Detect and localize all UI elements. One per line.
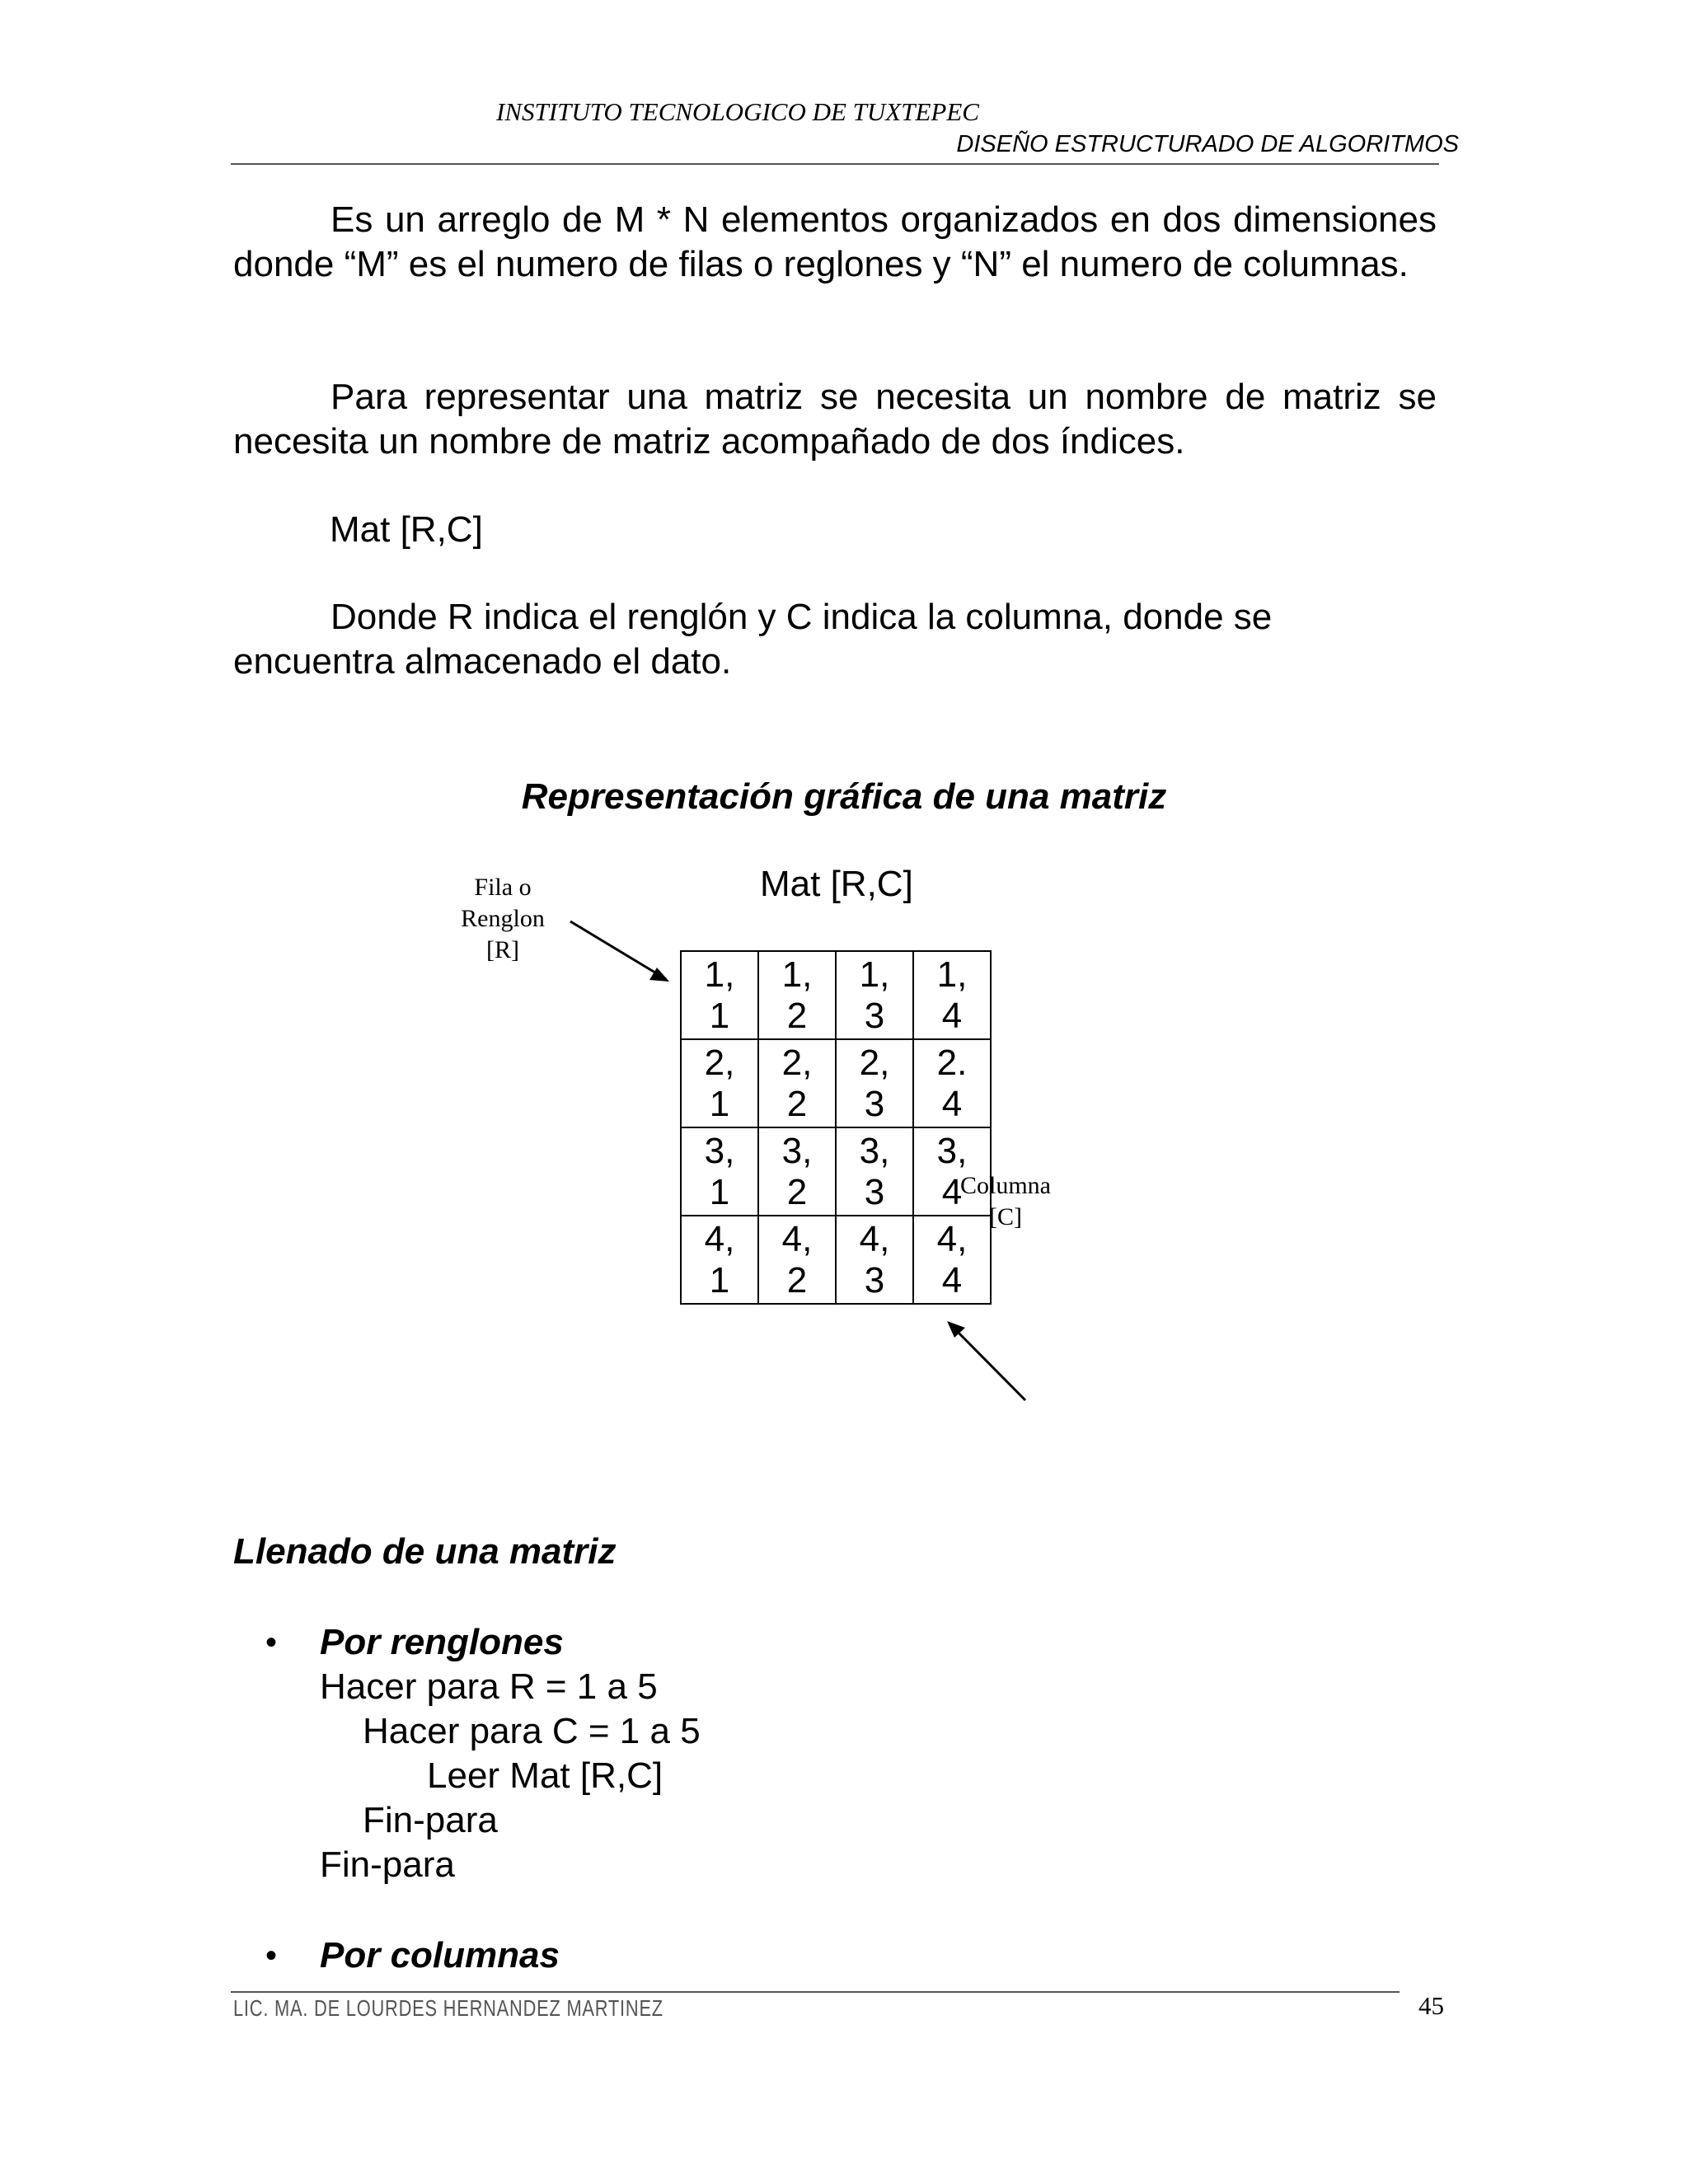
matrix-cell (913, 1039, 991, 1127)
matrix-cell (681, 1039, 758, 1127)
matrix-cell (913, 951, 991, 1039)
header-course: DISEÑO ESTRUCTURADO DE ALGORITMOS (956, 131, 1459, 157)
paragraph-representation: Para representar una matriz se necesita un nombre de matriz se necesita un nombre de matriz acompañado de dos índices. (233, 377, 1437, 462)
bullet-columns: • (265, 1938, 278, 1974)
section-title: Llenado de una matriz (233, 1531, 617, 1572)
cell-col-index: 4 (941, 995, 963, 1036)
matrix-row (681, 951, 991, 1039)
cell-row-index: 4, (704, 1218, 735, 1259)
paragraph-definition: Es un arreglo de M * N elementos organizados en dos dimensiones donde “M” es el numero de filas o reglones y “N” el numero de columnas. (233, 199, 1437, 284)
matrix-cell (836, 1127, 913, 1216)
cell-col-index: 1 (709, 995, 730, 1036)
cell-row-index: 4, (781, 1218, 813, 1259)
figure-title-text: Representación gráfica de una matriz (521, 776, 1167, 817)
cell-row-index: 4, (859, 1218, 890, 1259)
by-columns-label: Por columnas (320, 1935, 560, 1975)
cell-col-index: 4 (941, 1083, 963, 1124)
cell-row-index: 4, (936, 1218, 968, 1259)
cell-col-index: 1 (709, 1171, 730, 1212)
cell-col-index: 3 (864, 1171, 885, 1212)
header-institution: INSTITUTO TECNOLOGICO DE TUXTEPEC (496, 97, 979, 126)
cell-row-index: 3, (859, 1130, 890, 1171)
matrix-cell (758, 951, 836, 1039)
code-line-outer-loop: Hacer para R = 1 a 5 (320, 1666, 658, 1707)
column-annotation: Columna [C] (960, 1172, 1051, 1230)
cell-row-index: 1, (859, 954, 890, 995)
column-arrow-head (947, 1321, 965, 1338)
code-line-inner-loop: Hacer para C = 1 a 5 (363, 1711, 701, 1751)
matrix-row (681, 1216, 991, 1304)
cell-row-index: 1, (781, 954, 813, 995)
matrix-notation: Mat [R,C] (330, 509, 483, 550)
footer-author: LIC. MA. DE LOURDES HERNANDEZ MARTINEZ (233, 1995, 663, 2021)
cell-col-index: 3 (864, 1259, 885, 1301)
cell-col-index: 1 (709, 1259, 730, 1301)
matrix-cell (836, 1039, 913, 1127)
code-line-outer-end: Fin-para (320, 1844, 455, 1885)
matrix-row (681, 1127, 991, 1216)
cell-row-index: 2, (704, 1042, 735, 1083)
cell-col-index: 4 (941, 1259, 963, 1301)
matrix-cell (681, 1216, 758, 1304)
matrix-cell (836, 1216, 913, 1304)
cell-row-index: 1, (704, 954, 735, 995)
page-number: 45 (1418, 1991, 1444, 2020)
cell-row-index: 2, (859, 1042, 890, 1083)
matrix-row (681, 1039, 991, 1127)
matrix-label: Mat [R,C] (760, 864, 913, 904)
cell-row-index: 3, (704, 1130, 735, 1171)
cell-col-index: 1 (709, 1083, 730, 1124)
code-line-read: Leer Mat [R,C] (427, 1755, 663, 1796)
code-line-inner-end: Fin-para (363, 1800, 498, 1840)
cell-row-index: 3, (781, 1130, 813, 1171)
cell-col-index: 2 (786, 1259, 808, 1301)
cell-row-index: 2, (781, 1042, 813, 1083)
bullet-rows: • (265, 1624, 278, 1661)
cell-col-index: 3 (864, 995, 885, 1036)
cell-row-index: 1, (936, 954, 968, 995)
matrix-cell (758, 1039, 836, 1127)
paragraph-index-meaning: Donde R indica el renglón y C indica la columna, donde se encuentra almacenado el dato. (233, 597, 1273, 682)
cell-row-index: 2. (936, 1042, 968, 1083)
cell-col-index: 3 (864, 1083, 885, 1124)
matrix-grid (680, 950, 992, 1305)
cell-col-index: 2 (786, 1083, 808, 1124)
matrix-cell (681, 951, 758, 1039)
footer-divider (231, 1991, 1400, 1993)
column-arrow (951, 1325, 1025, 1400)
cell-col-index: 2 (786, 1171, 808, 1212)
row-arrow-head (649, 968, 669, 982)
cell-col-index: 2 (786, 995, 808, 1036)
matrix-cell (758, 1216, 836, 1304)
by-rows-label: Por renglones (320, 1622, 564, 1662)
matrix-cell (758, 1127, 836, 1216)
header-divider (231, 163, 1439, 165)
row-annotation: Fila o Renglon [R] (461, 874, 545, 963)
figure-title (0, 775, 1688, 819)
cell-row-index: 3, (936, 1130, 968, 1171)
matrix-cell (681, 1127, 758, 1216)
row-arrow (570, 921, 666, 979)
matrix-cell (836, 951, 913, 1039)
cell-col-index: 4 (941, 1171, 963, 1212)
